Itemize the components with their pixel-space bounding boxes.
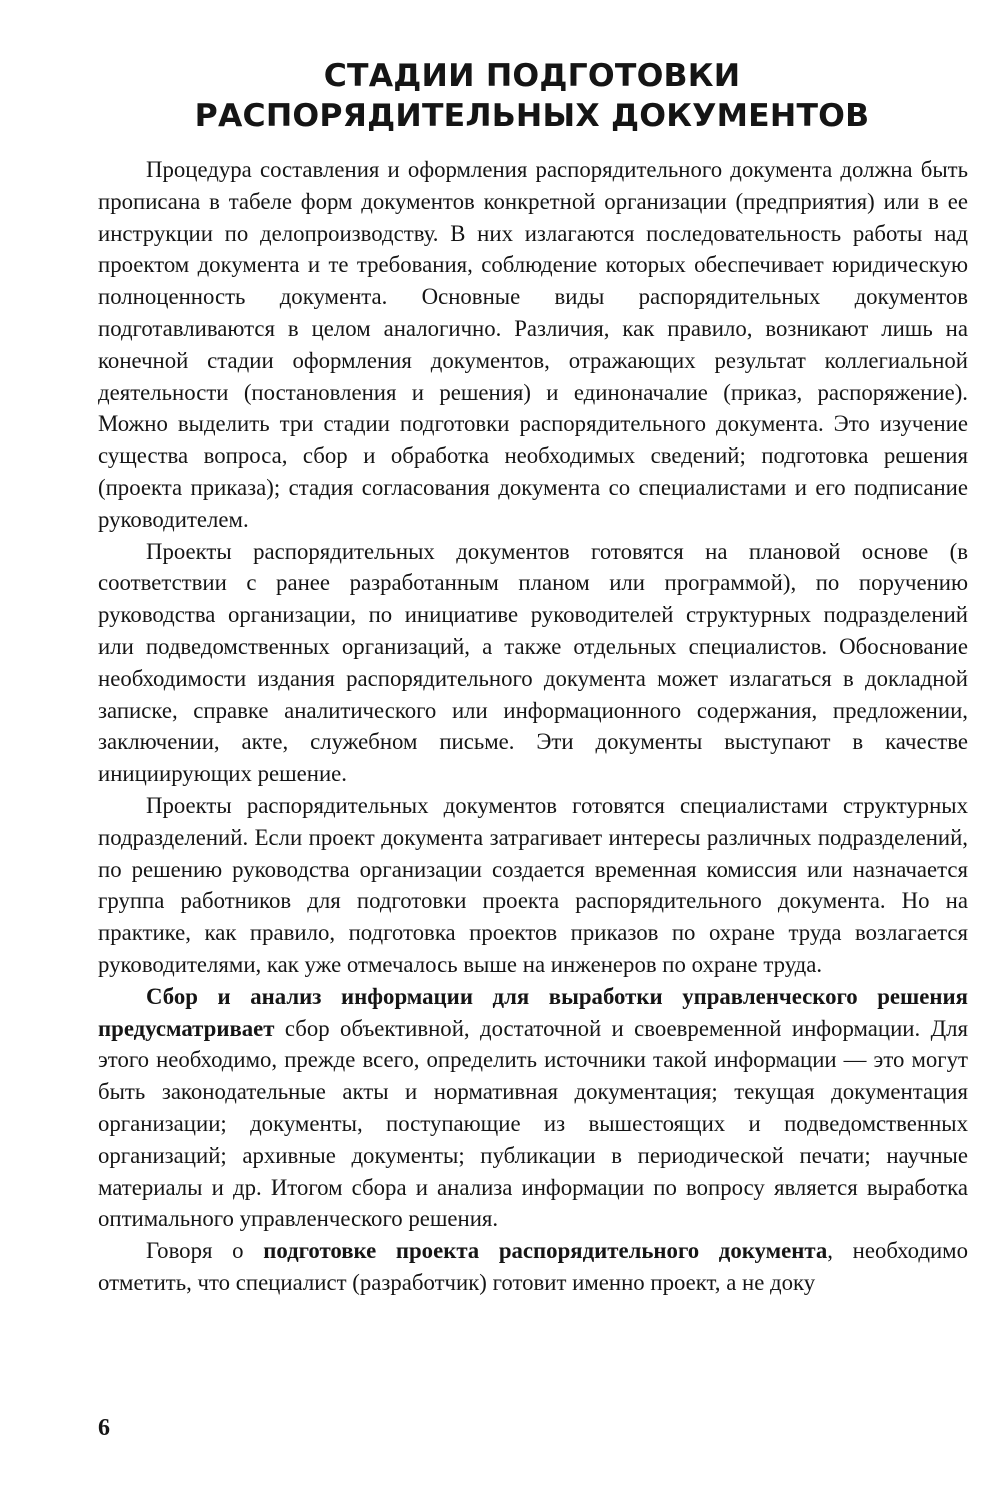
page-title-line-2: РАСПОРЯДИТЕЛЬНЫХ ДОКУМЕНТОВ	[194, 98, 870, 134]
paragraph-4	[98, 981, 968, 1235]
paragraph-4-bold-lead: Сбор и анализ информации для выработки управленческого решения предусматривает	[98, 983, 968, 1041]
paragraph-5-start: Говоря о	[146, 1238, 264, 1264]
paragraph-4-text: сбор объективной, достаточной и своевременной информации. Для этого необходимо, прежде всего, определить источники такой информации — это могут быть законодательные акты и нормативная документация; текущая документация организации; документы, поступающие из вышестоящих и подведомственных организаций; архивные документы; публикации в периодической печати; научные материалы и др. Итогом сбора и анализа информации по вопросу является выработка оптимального управленческого решения.	[98, 1015, 968, 1232]
page-number: 6	[98, 1415, 110, 1441]
paragraph-5-bold-term: подготовке проекта распорядительного документа	[263, 1238, 828, 1264]
paragraph-5-text: , необходимо отметить, что специалист (разработчик) готовит именно проект, а не доку	[98, 1238, 968, 1295]
paragraph-5	[98, 1235, 968, 1299]
paragraph-1: Процедура составления и оформления распорядительного документа должна быть прописана в табеле форм документов конкретной организации (предприятия) или в ее инструкции по делопроизводству. В них излагаются последовательность работы над проектом документа и те требования, соблюдение которых обеспечивает юридическую полноценность документа. Основные виды распорядительных документов подготавливаются в целом аналогично. Различия, как правило, возникают лишь на конечной стадии оформления документов, отражающих результат коллегиальной деятельности (постановления и решения) и единоначалие (приказ, распоряжение). Можно выделить три стадии подготовки распорядительного документа. Это изучение существа вопроса, сбор и обработка необходимых сведений; подготовка решения (проекта приказа); стадия согласования документа со специалистами и его подписание руководителем.	[98, 157, 968, 532]
page-title	[96, 56, 968, 136]
paragraph-2: Проекты распорядительных документов готовятся на плановой основе (в соответствии с ранее разработанным планом или программой), по поручению руководства организации, по инициативе руководителей структурных подразделений или подведомственных организаций, а также отдельных специалистов. Обоснование необходимости издания распорядительного документа может излагаться в докладной записке, справке аналитического или информационного содержания, предложении, заключении, акте, служебном письме. Эти документы выступают в качестве инициирующих решение.	[98, 538, 968, 787]
page-title-line-1: СТАДИИ ПОДГОТОВКИ	[323, 58, 741, 94]
paragraph-3: Проекты распорядительных документов готовятся специалистами структурных подразделений. Если проект документа затрагивает интересы различных подразделений, по решению руководства организации создается временная комиссия или назначается группа работников для подготовки проекта распорядительного документа. Но на практике, как правило, подготовка проектов приказов по охране труда возлагается руководителями, как уже отмечалось выше на инженеров по охране труда.	[98, 792, 968, 977]
body-text	[98, 154, 968, 1299]
